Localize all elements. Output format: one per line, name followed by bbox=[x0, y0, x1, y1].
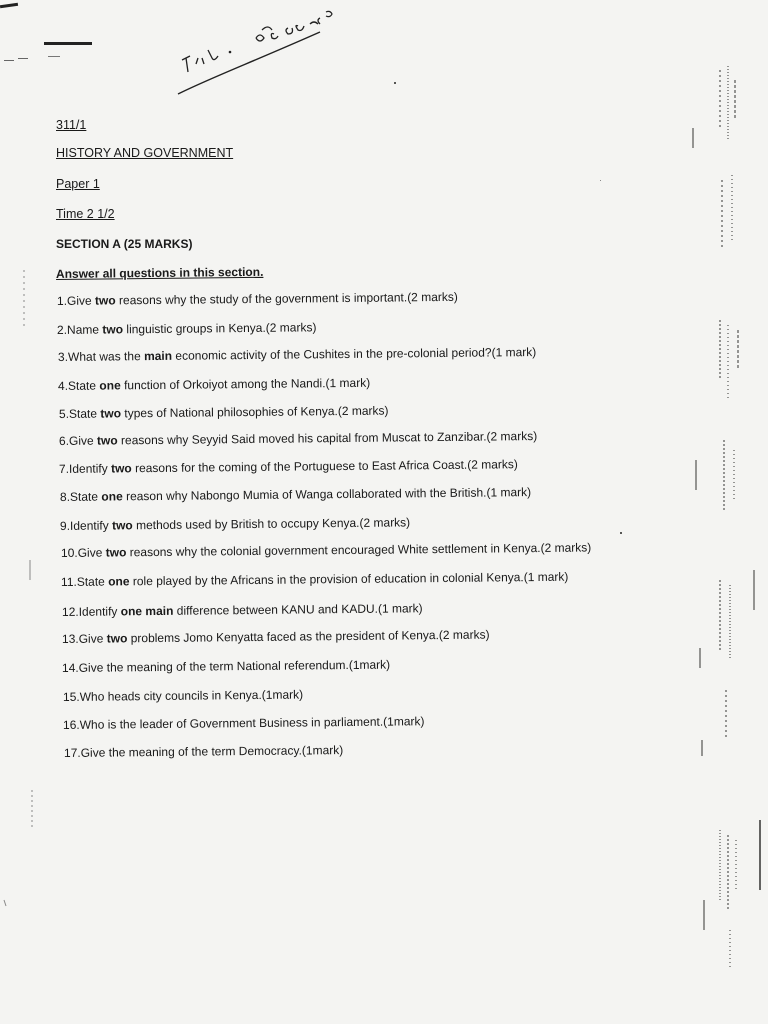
question-4: 4.State one function of Orkoiyot among the Nandi.(1 mark) bbox=[57, 375, 371, 393]
section-instruction: Answer all questions in this section. bbox=[55, 264, 264, 281]
scan-dot-2 bbox=[620, 532, 622, 534]
question-8: 8.State one reason why Nabongo Mumia of Wanga collaborated with the British.(1 mark) bbox=[59, 485, 532, 504]
time-allowed: Time 2 1/2 bbox=[56, 207, 115, 221]
question-5: 5.State two types of National philosophies of Kenya.(2 marks) bbox=[58, 403, 389, 421]
question-14: 14.Give the meaning of the term National referendum.(1mark) bbox=[61, 657, 391, 675]
question-2: 2.Name two linguistic groups in Kenya.(2 marks) bbox=[56, 320, 317, 337]
question-12: 12.Identify one main difference between KANU and KADU.(1 mark) bbox=[61, 601, 423, 619]
exam-code: 311/1 bbox=[56, 118, 87, 132]
question-11: 11.State one role played by the Africans in the provision of education in colonial Kenya.(1 mark) bbox=[60, 569, 569, 589]
question-3: 3.What was the main economic activity of the Cushites in the pre-colonial period?(1 mark) bbox=[57, 344, 537, 364]
scan-noise-right-margin bbox=[680, 0, 768, 1024]
question-10: 10.Give two reasons why the colonial government encouraged White settlement in Kenya.(2 marks) bbox=[60, 540, 592, 560]
paper-number: Paper 1 bbox=[56, 177, 100, 191]
handwritten-note bbox=[170, 8, 360, 98]
question-16: 16.Who is the leader of Government Business in parliament.(1mark) bbox=[62, 714, 425, 732]
question-1: 1.Give two reasons why the study of the government is important.(2 marks) bbox=[56, 289, 458, 308]
question-17: 17.Give the meaning of the term Democracy.(1mark) bbox=[63, 743, 344, 760]
scan-dot-1 bbox=[394, 82, 396, 84]
question-15: 15.Who heads city councils in Kenya.(1mark) bbox=[62, 687, 304, 704]
question-6: 6.Give two reasons why Seyyid Said moved his capital from Muscat to Zanzibar.(2 marks) bbox=[58, 428, 538, 448]
scan-rule-top bbox=[44, 42, 92, 45]
scan-dash-3 bbox=[48, 56, 60, 57]
scan-dot-3 bbox=[600, 180, 601, 181]
question-9: 9.Identify two methods used by British to occupy Kenya.(2 marks) bbox=[59, 515, 411, 533]
question-13: 13.Give two problems Jomo Kenyatta faced as the president of Kenya.(2 marks) bbox=[61, 627, 490, 646]
question-7: 7.Identify two reasons for the coming of the Portuguese to East Africa Coast.(2 marks) bbox=[58, 457, 518, 476]
section-title: SECTION A (25 MARKS) bbox=[56, 237, 193, 251]
subject-title: HISTORY AND GOVERNMENT bbox=[56, 146, 234, 160]
scan-noise-left-margin bbox=[0, 0, 40, 1024]
